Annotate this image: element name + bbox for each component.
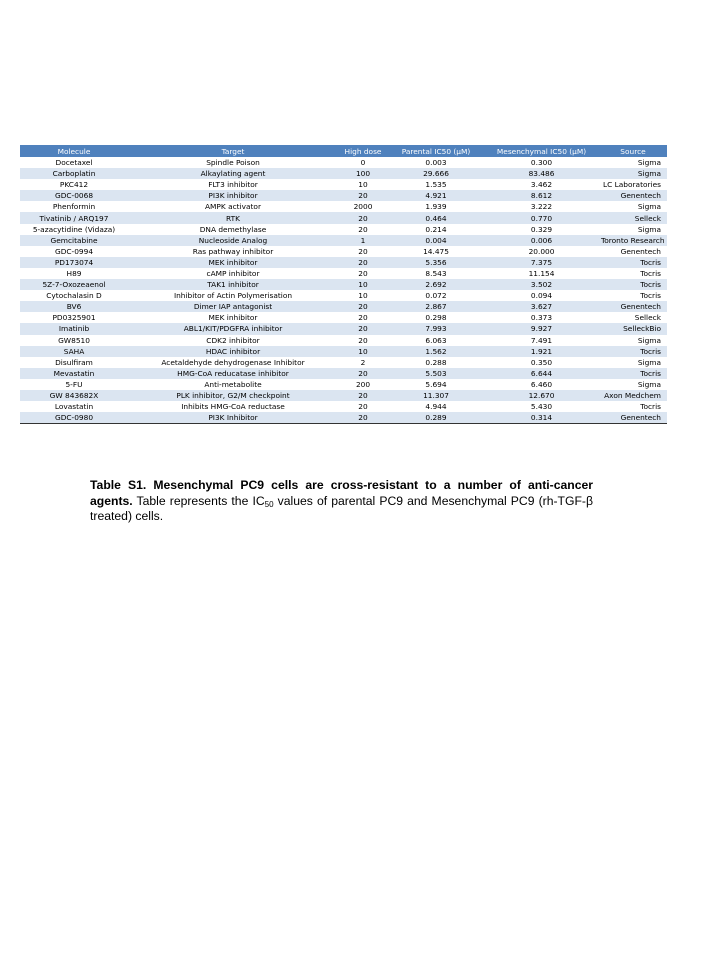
parental-ic50-cell: 8.543 bbox=[388, 268, 484, 279]
source-cell: Tocris bbox=[599, 368, 667, 379]
target-cell: MEK inhibitor bbox=[128, 312, 338, 323]
mesenchymal-ic50-cell: 7.491 bbox=[484, 335, 599, 346]
mesenchymal-ic50-cell: 11.154 bbox=[484, 268, 599, 279]
source-cell: Sigma bbox=[599, 224, 667, 235]
molecule-cell: GW8510 bbox=[20, 335, 128, 346]
high-dose-cell: 200 bbox=[338, 379, 388, 390]
parental-ic50-cell: 5.694 bbox=[388, 379, 484, 390]
table-row bbox=[20, 212, 667, 223]
source-cell: Sigma bbox=[599, 168, 667, 179]
molecule-cell: Gemcitabine bbox=[20, 235, 128, 246]
target-cell: ABL1/KIT/PDGFRA inhibitor bbox=[128, 323, 338, 334]
column-header-molecule: Molecule bbox=[20, 145, 128, 157]
target-cell: TAK1 inhibitor bbox=[128, 279, 338, 290]
high-dose-cell: 100 bbox=[338, 168, 388, 179]
column-header-source: Source bbox=[599, 145, 667, 157]
molecule-cell: Carboplatin bbox=[20, 168, 128, 179]
table-row bbox=[20, 379, 667, 390]
caption-title: Table S1. Mesenchymal PC9 cells are cross-resistant to a number of anti-cancer agents. bbox=[90, 478, 593, 508]
table-row bbox=[20, 157, 667, 168]
mesenchymal-ic50-cell: 9.927 bbox=[484, 323, 599, 334]
source-cell: Tocris bbox=[599, 290, 667, 301]
molecule-cell: PD173074 bbox=[20, 257, 128, 268]
high-dose-cell: 20 bbox=[338, 257, 388, 268]
parental-ic50-cell: 0.288 bbox=[388, 357, 484, 368]
target-cell: PI3K Inhibitor bbox=[128, 412, 338, 424]
high-dose-cell: 20 bbox=[338, 412, 388, 424]
source-cell: Genentech bbox=[599, 412, 667, 424]
target-cell: AMPK activator bbox=[128, 201, 338, 212]
target-cell: Spindle Poison bbox=[128, 157, 338, 168]
caption-text-part1: Table represents the IC bbox=[132, 493, 265, 508]
mesenchymal-ic50-cell: 83.486 bbox=[484, 168, 599, 179]
parental-ic50-cell: 1.939 bbox=[388, 201, 484, 212]
molecule-cell: H89 bbox=[20, 268, 128, 279]
molecule-cell: GDC-0994 bbox=[20, 246, 128, 257]
target-cell: DNA demethylase bbox=[128, 224, 338, 235]
drug-ic50-table bbox=[20, 145, 667, 424]
mesenchymal-ic50-cell: 3.462 bbox=[484, 179, 599, 190]
high-dose-cell: 0 bbox=[338, 157, 388, 168]
source-cell: Genentech bbox=[599, 301, 667, 312]
molecule-cell: 5-azacytidine (Vidaza) bbox=[20, 224, 128, 235]
table-row bbox=[20, 268, 667, 279]
molecule-cell: Cytochalasin D bbox=[20, 290, 128, 301]
parental-ic50-cell: 1.535 bbox=[388, 179, 484, 190]
column-header-mesenchymal-ic50: Mesenchymal IC50 (µM) bbox=[484, 145, 599, 157]
source-cell: Tocris bbox=[599, 279, 667, 290]
target-cell: Anti-metabolite bbox=[128, 379, 338, 390]
source-cell: Sigma bbox=[599, 379, 667, 390]
target-cell: Inhibitor of Actin Polymerisation bbox=[128, 290, 338, 301]
source-cell: Selleck bbox=[599, 212, 667, 223]
high-dose-cell: 20 bbox=[338, 312, 388, 323]
target-cell: Dimer IAP antagonist bbox=[128, 301, 338, 312]
high-dose-cell: 20 bbox=[338, 268, 388, 279]
table-row bbox=[20, 224, 667, 235]
table-row bbox=[20, 301, 667, 312]
table-row bbox=[20, 279, 667, 290]
target-cell: Acetaldehyde dehydrogenase Inhibitor bbox=[128, 357, 338, 368]
column-header-high-dose: High dose bbox=[338, 145, 388, 157]
molecule-cell: 5Z-7-Oxozeaenol bbox=[20, 279, 128, 290]
source-cell: Tocris bbox=[599, 401, 667, 412]
high-dose-cell: 20 bbox=[338, 190, 388, 201]
table-row bbox=[20, 257, 667, 268]
parental-ic50-cell: 2.692 bbox=[388, 279, 484, 290]
mesenchymal-ic50-cell: 0.770 bbox=[484, 212, 599, 223]
target-cell: PLK inhibitor, G2/M checkpoint bbox=[128, 390, 338, 401]
column-header-parental-ic50: Parental IC50 (µM) bbox=[388, 145, 484, 157]
table-caption bbox=[90, 478, 593, 525]
high-dose-cell: 20 bbox=[338, 323, 388, 334]
high-dose-cell: 20 bbox=[338, 335, 388, 346]
table-row bbox=[20, 323, 667, 334]
mesenchymal-ic50-cell: 0.350 bbox=[484, 357, 599, 368]
source-cell: SelleckBio bbox=[599, 323, 667, 334]
target-cell: cAMP inhibitor bbox=[128, 268, 338, 279]
source-cell: Genentech bbox=[599, 190, 667, 201]
target-cell: Inhibits HMG-CoA reductase bbox=[128, 401, 338, 412]
caption-text-part2: values of parental PC9 and Mesenchymal PC9 (rh-TGF-β treated) cells. bbox=[90, 493, 593, 523]
table-row bbox=[20, 168, 667, 179]
target-cell: HDAC inhibitor bbox=[128, 346, 338, 357]
molecule-cell: BV6 bbox=[20, 301, 128, 312]
mesenchymal-ic50-cell: 12.670 bbox=[484, 390, 599, 401]
parental-ic50-cell: 11.307 bbox=[388, 390, 484, 401]
table-row bbox=[20, 290, 667, 301]
molecule-cell: 5-FU bbox=[20, 379, 128, 390]
mesenchymal-ic50-cell: 7.375 bbox=[484, 257, 599, 268]
molecule-cell: Mevastatin bbox=[20, 368, 128, 379]
table-row bbox=[20, 357, 667, 368]
molecule-cell: GW 843682X bbox=[20, 390, 128, 401]
molecule-cell: GDC-0980 bbox=[20, 412, 128, 424]
mesenchymal-ic50-cell: 5.430 bbox=[484, 401, 599, 412]
parental-ic50-cell: 1.562 bbox=[388, 346, 484, 357]
mesenchymal-ic50-cell: 8.612 bbox=[484, 190, 599, 201]
table-row bbox=[20, 401, 667, 412]
molecule-cell: GDC-0068 bbox=[20, 190, 128, 201]
source-cell: Tocris bbox=[599, 257, 667, 268]
source-cell: Tocris bbox=[599, 346, 667, 357]
molecule-cell: Phenformin bbox=[20, 201, 128, 212]
target-cell: Nucleoside Analog bbox=[128, 235, 338, 246]
high-dose-cell: 20 bbox=[338, 212, 388, 223]
parental-ic50-cell: 0.298 bbox=[388, 312, 484, 323]
parental-ic50-cell: 0.214 bbox=[388, 224, 484, 235]
parental-ic50-cell: 0.464 bbox=[388, 212, 484, 223]
high-dose-cell: 20 bbox=[338, 401, 388, 412]
molecule-cell: Lovastatin bbox=[20, 401, 128, 412]
molecule-cell: Docetaxel bbox=[20, 157, 128, 168]
source-cell: LC Laboratories bbox=[599, 179, 667, 190]
table-row bbox=[20, 412, 667, 424]
high-dose-cell: 2 bbox=[338, 357, 388, 368]
target-cell: MEK inhibitor bbox=[128, 257, 338, 268]
high-dose-cell: 20 bbox=[338, 224, 388, 235]
mesenchymal-ic50-cell: 0.006 bbox=[484, 235, 599, 246]
parental-ic50-cell: 4.921 bbox=[388, 190, 484, 201]
source-cell: Sigma bbox=[599, 357, 667, 368]
table-row bbox=[20, 246, 667, 257]
mesenchymal-ic50-cell: 20.000 bbox=[484, 246, 599, 257]
mesenchymal-ic50-cell: 1.921 bbox=[484, 346, 599, 357]
molecule-cell: PD0325901 bbox=[20, 312, 128, 323]
mesenchymal-ic50-cell: 0.314 bbox=[484, 412, 599, 424]
target-cell: Ras pathway inhibitor bbox=[128, 246, 338, 257]
molecule-cell: PKC412 bbox=[20, 179, 128, 190]
molecule-cell: Disulfiram bbox=[20, 357, 128, 368]
source-cell: Selleck bbox=[599, 312, 667, 323]
mesenchymal-ic50-cell: 0.094 bbox=[484, 290, 599, 301]
high-dose-cell: 10 bbox=[338, 346, 388, 357]
high-dose-cell: 20 bbox=[338, 368, 388, 379]
parental-ic50-cell: 7.993 bbox=[388, 323, 484, 334]
molecule-cell: Imatinib bbox=[20, 323, 128, 334]
mesenchymal-ic50-cell: 3.222 bbox=[484, 201, 599, 212]
table-header-row bbox=[20, 145, 667, 157]
parental-ic50-cell: 29.666 bbox=[388, 168, 484, 179]
parental-ic50-cell: 0.289 bbox=[388, 412, 484, 424]
source-cell: Tocris bbox=[599, 268, 667, 279]
parental-ic50-cell: 4.944 bbox=[388, 401, 484, 412]
table-row bbox=[20, 335, 667, 346]
table-row bbox=[20, 201, 667, 212]
source-cell: Sigma bbox=[599, 335, 667, 346]
parental-ic50-cell: 2.867 bbox=[388, 301, 484, 312]
molecule-cell: SAHA bbox=[20, 346, 128, 357]
mesenchymal-ic50-cell: 0.373 bbox=[484, 312, 599, 323]
high-dose-cell: 2000 bbox=[338, 201, 388, 212]
molecule-cell: Tivatinib / ARQ197 bbox=[20, 212, 128, 223]
table-row bbox=[20, 390, 667, 401]
target-cell: HMG-CoA reducatase inhibitor bbox=[128, 368, 338, 379]
high-dose-cell: 20 bbox=[338, 246, 388, 257]
mesenchymal-ic50-cell: 3.502 bbox=[484, 279, 599, 290]
parental-ic50-cell: 5.503 bbox=[388, 368, 484, 379]
high-dose-cell: 10 bbox=[338, 279, 388, 290]
caption-subscript: 50 bbox=[264, 499, 274, 509]
table-body bbox=[20, 157, 667, 424]
mesenchymal-ic50-cell: 3.627 bbox=[484, 301, 599, 312]
high-dose-cell: 10 bbox=[338, 179, 388, 190]
table-row bbox=[20, 235, 667, 246]
target-cell: Alkaylating agent bbox=[128, 168, 338, 179]
target-cell: CDK2 inhibitor bbox=[128, 335, 338, 346]
mesenchymal-ic50-cell: 0.300 bbox=[484, 157, 599, 168]
table-row bbox=[20, 179, 667, 190]
high-dose-cell: 20 bbox=[338, 301, 388, 312]
parental-ic50-cell: 0.072 bbox=[388, 290, 484, 301]
parental-ic50-cell: 0.003 bbox=[388, 157, 484, 168]
parental-ic50-cell: 0.004 bbox=[388, 235, 484, 246]
high-dose-cell: 1 bbox=[338, 235, 388, 246]
source-cell: Sigma bbox=[599, 157, 667, 168]
source-cell: Sigma bbox=[599, 201, 667, 212]
table-row bbox=[20, 190, 667, 201]
table-row bbox=[20, 346, 667, 357]
parental-ic50-cell: 5.356 bbox=[388, 257, 484, 268]
target-cell: PI3K inhibitor bbox=[128, 190, 338, 201]
column-header-target: Target bbox=[128, 145, 338, 157]
mesenchymal-ic50-cell: 6.644 bbox=[484, 368, 599, 379]
parental-ic50-cell: 14.475 bbox=[388, 246, 484, 257]
mesenchymal-ic50-cell: 0.329 bbox=[484, 224, 599, 235]
parental-ic50-cell: 6.063 bbox=[388, 335, 484, 346]
source-cell: Axon Medchem bbox=[599, 390, 667, 401]
high-dose-cell: 20 bbox=[338, 390, 388, 401]
target-cell: RTK bbox=[128, 212, 338, 223]
mesenchymal-ic50-cell: 6.460 bbox=[484, 379, 599, 390]
source-cell: Genentech bbox=[599, 246, 667, 257]
high-dose-cell: 10 bbox=[338, 290, 388, 301]
source-cell: Toronto Research bbox=[599, 235, 667, 246]
target-cell: FLT3 inhibitor bbox=[128, 179, 338, 190]
table-row bbox=[20, 312, 667, 323]
table-row bbox=[20, 368, 667, 379]
